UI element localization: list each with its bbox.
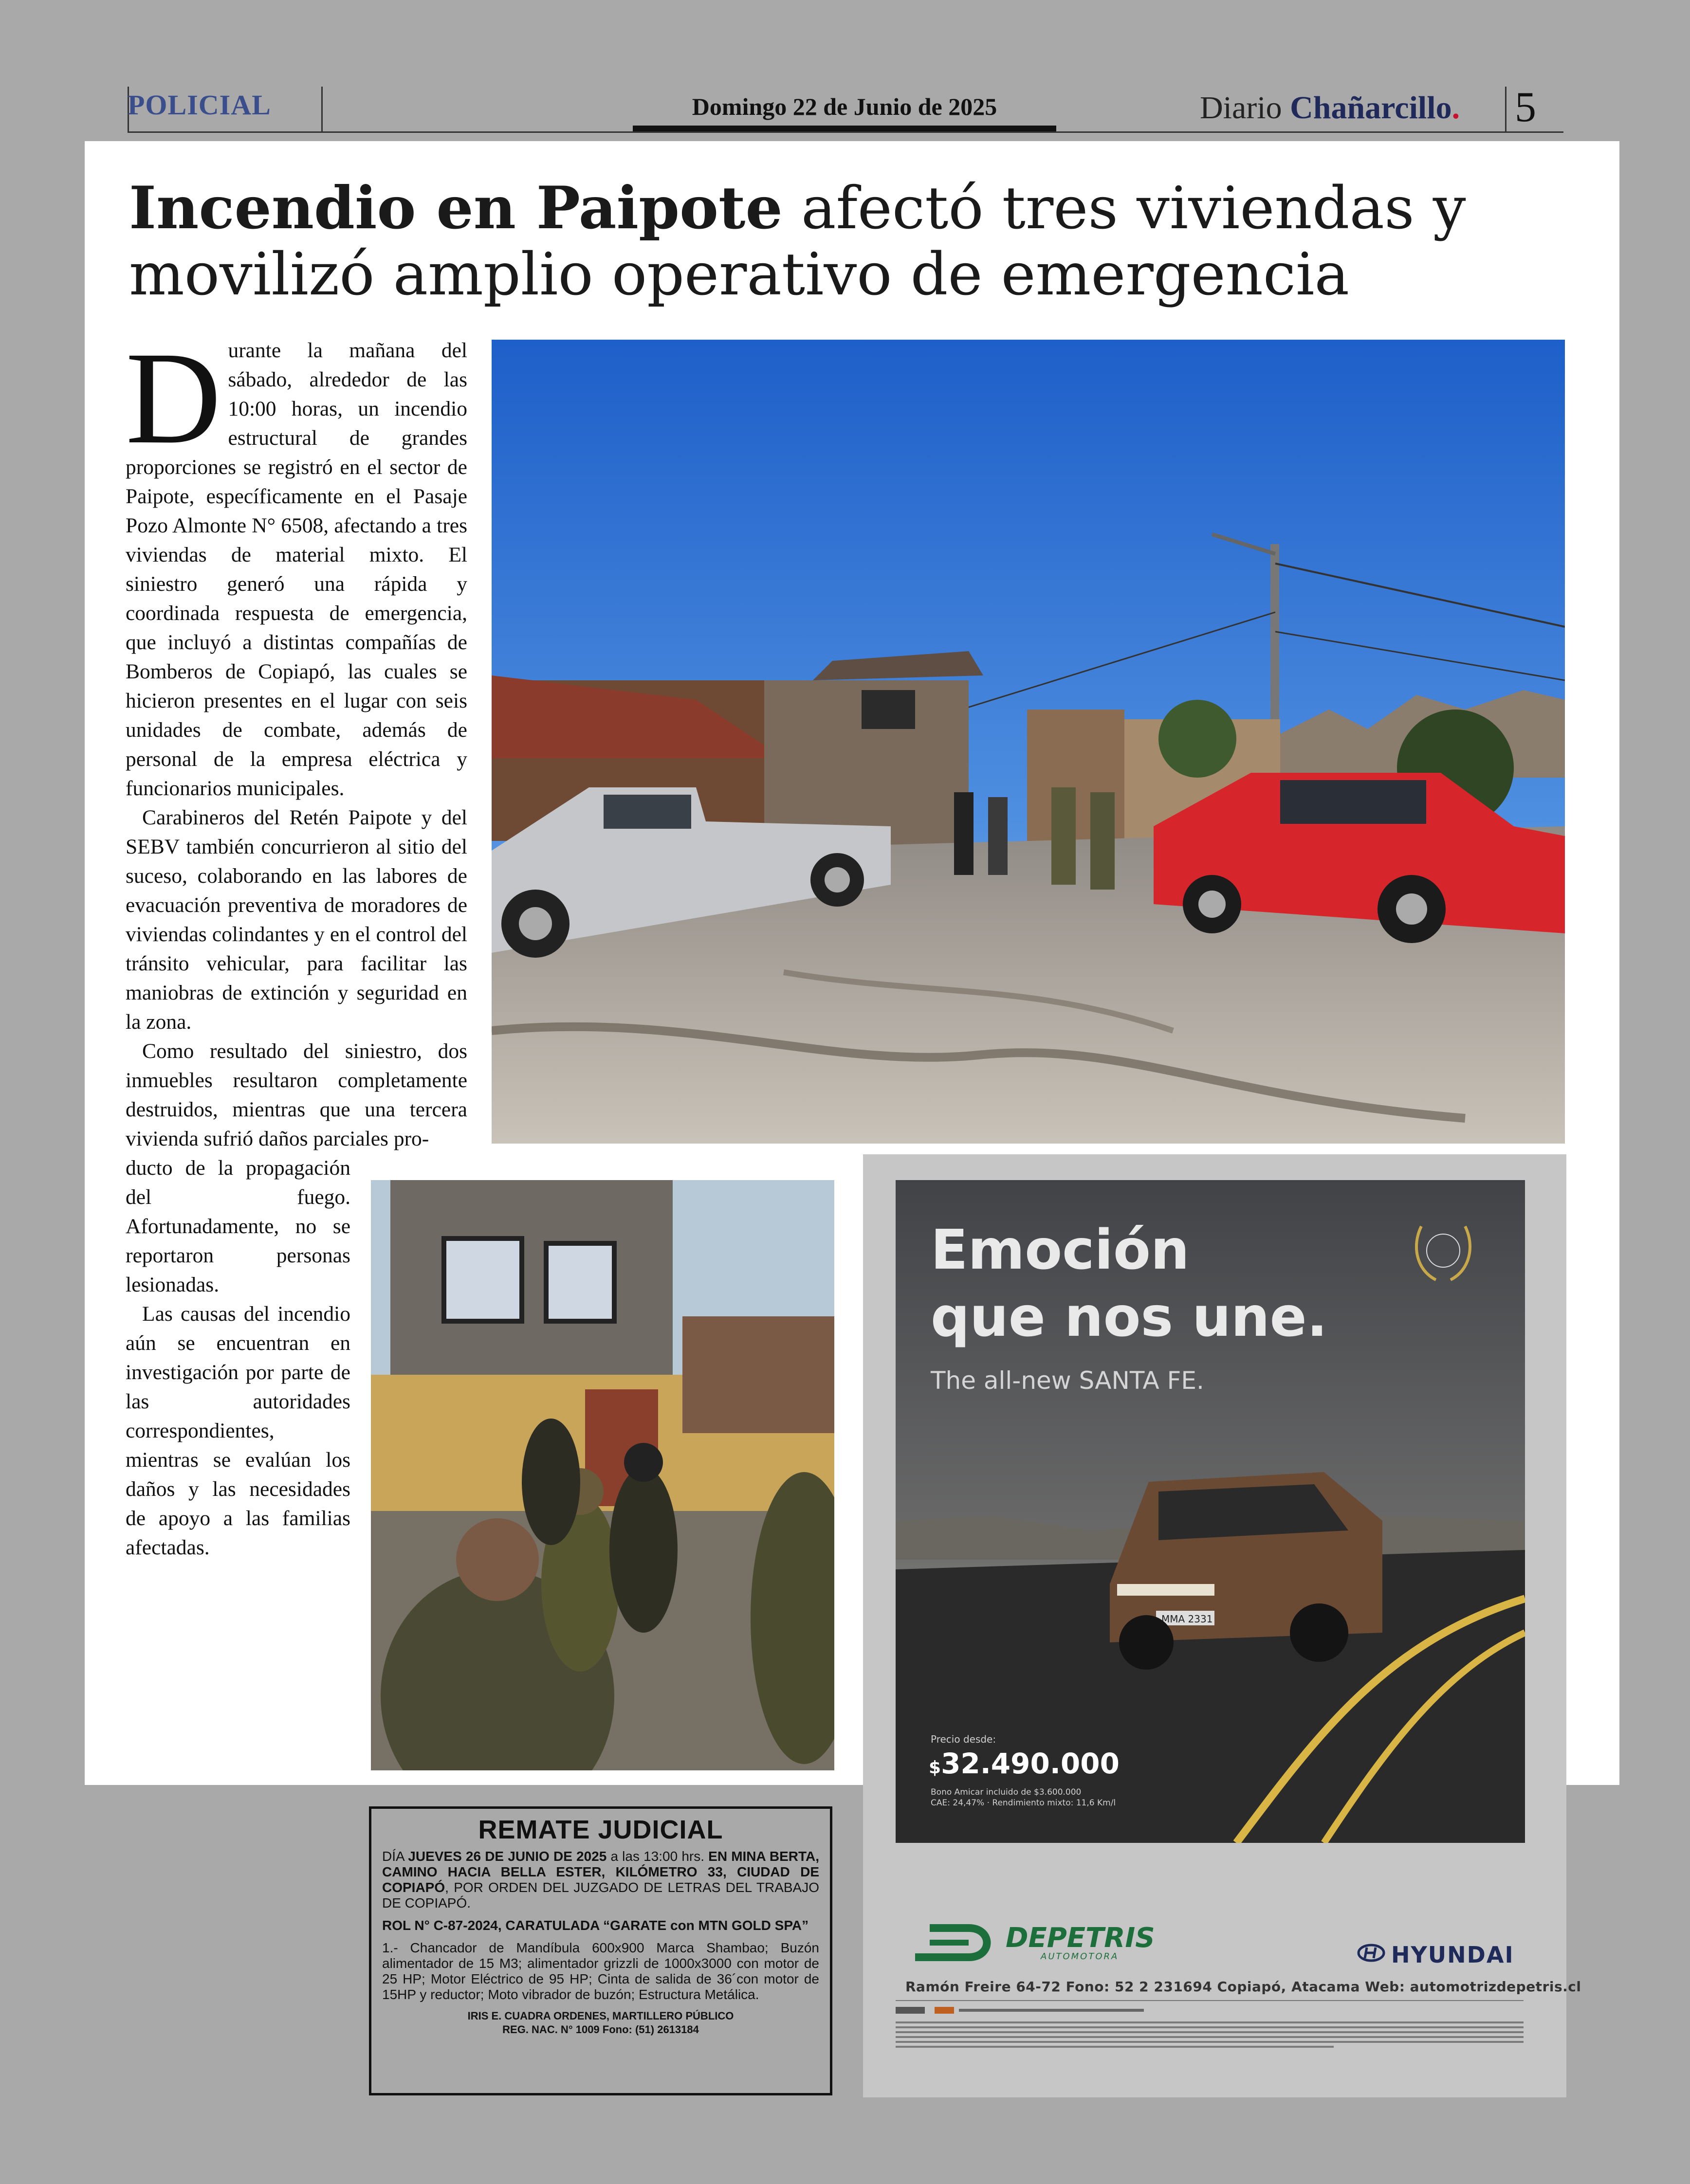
ad-fine-1: Bono Amicar incluido de $3.600.000 — [931, 1787, 1082, 1797]
auction-location: EN MINA BERTA, CAMINO HACIA BELLA ESTER, KILÓMETRO 33, CIUDAD DE COPIAPÓ — [382, 1849, 819, 1895]
header-rule — [128, 131, 1563, 133]
auction-registry: REG. NAC. N° 1009 Fono: (51) 2613184 — [502, 2023, 699, 2036]
masthead — [1200, 90, 1460, 127]
auction-signer: IRIS E. CUADRA ORDENES, MARTILLERO PÚBLICO — [467, 2010, 734, 2022]
article-headline — [129, 175, 1541, 308]
judicial-auction-notice — [369, 1806, 832, 2095]
header-divider — [321, 87, 323, 132]
drop-cap: D — [126, 325, 221, 471]
article-paragraph-2: Carabineros del Retén Paipote y del SEBV también concurrieron al sitio del suceso, colaborando en las labores de evacuación preventiva de moradores de viviendas colindantes y en el control del tránsito vehicular, para facilitar las maniobras de extinción y seguridad en la zona. — [126, 806, 467, 1034]
ad-headline-line-2: que nos une. — [931, 1286, 1328, 1349]
masthead-prefix: Diario — [1200, 90, 1290, 126]
issue-date: Domingo 22 de Junio de 2025 — [692, 93, 997, 120]
article-paragraph-1 — [126, 325, 467, 803]
license-plate: MMA 2331 — [1161, 1613, 1213, 1625]
auction-time: a las 13:00 hrs. — [606, 1849, 709, 1864]
ad-headline — [931, 1217, 1327, 1351]
auction-details — [382, 1849, 819, 1911]
page-number-divider — [1505, 87, 1506, 132]
dealer-contact: Ramón Freire 64-72 Fono: 52 2 231694 Copiapó, Atacama Web: automotrizdepetris.cl — [905, 1979, 1581, 1995]
ad-model: The all-new SANTA FE. — [931, 1366, 1204, 1395]
ad-price — [929, 1747, 1120, 1780]
auction-items: 1.- Chancador de Mandíbula 600x900 Marca Shambao; Buzón alimentador de 15 M3; alimentador grizzli de 1000x3000 con motor de 25 HP; Motor Eléctrico de 95 HP; Cinta de salida de 36´con motor de 15HP y reductor; Moto vibrador de buzón; Estructura Metálica. — [382, 1940, 819, 2002]
dealer-subtitle: AUTOMOTORA — [1041, 1951, 1119, 1962]
dealer-name: DEPETRIS — [1006, 1922, 1155, 1954]
sponsor-logos — [896, 2003, 1524, 2018]
auction-day-label: DÍA — [382, 1849, 408, 1864]
auction-date: JUEVES 26 DE JUNIO DE 2025 — [408, 1849, 607, 1864]
brand-name-text: HYUNDAI — [1391, 1942, 1514, 1968]
headline-bold: Incendio en Paipote — [129, 174, 783, 242]
ad-price-label: Precio desde: — [931, 1733, 996, 1745]
section-label: POLICIAL — [128, 89, 271, 121]
hyundai-logo-icon — [1357, 1944, 1385, 1962]
ad-footer-rule — [896, 2000, 1524, 2001]
article-body — [126, 325, 467, 1153]
auction-court: , POR ORDEN DEL JUZGADO DE LETRAS DEL TRABAJO DE COPIAPÓ. — [382, 1880, 819, 1911]
article-body-continued — [126, 1153, 350, 1562]
firefighters-photo — [371, 1180, 834, 1770]
masthead-dot: . — [1451, 90, 1460, 126]
ad-price-value: 32.490.000 — [941, 1747, 1120, 1780]
paragraph-1-text: urante la mañana del sábado, alrededor de las 10:00 horas, un incendio estructural de grandes proporciones se registró en el sector de Paipote, específicamente en el Pasaje Pozo Almonte N° 6508, afectando a tres viviendas de material mixto. El siniestro generó una rápida y coordinada respuesta de emergencia, que incluyó a distintas compañías de Bomberos de Copiapó, las cuales se hicieron presentes en el lugar con seis unidades de combate, además de personal de la empresa eléctrica y funcionarios municipales. — [126, 339, 467, 800]
award-badge-icon — [1407, 1212, 1480, 1290]
ad-headline-line-1: Emoción — [931, 1219, 1190, 1282]
article-paragraph-3-cont: ducto de la propagación del fuego. Afortunadamente, no se reportaron personas lesionadas. — [126, 1156, 350, 1296]
auction-case-number: ROL N° C-87-2024, CARATULADA “GARATE con MTN GOLD SPA” — [382, 1918, 809, 1933]
auction-title: REMATE JUDICIAL — [478, 1815, 723, 1844]
article-paragraph-3: Como resultado del siniestro, dos inmuebles resultaron completamente destruidos, mientras que una tercera vivienda sufrió daños parciales pro- — [126, 1039, 467, 1150]
page-number: 5 — [1515, 84, 1536, 131]
ad-price-currency: $ — [929, 1758, 941, 1778]
masthead-name: Chañarcillo — [1290, 90, 1452, 126]
ad-fine-2: CAE: 24,47% · Rendimiento mixto: 11,6 Km/l — [931, 1798, 1116, 1808]
ad-fine-print — [931, 1787, 1184, 1808]
headline-rest: afectó tres viviendas y movilizó amplio operativo de emergencia — [129, 175, 1466, 309]
depetris-logo-icon — [910, 1923, 1003, 1967]
article-paragraph-4: Las causas del incendio aún se encuentran en investigación por parte de las autoridades correspondientes, mientras se evalúan los daños y las necesidades de apoyo a las familias afectadas. — [126, 1302, 350, 1559]
legal-fine-print — [896, 2020, 1524, 2058]
fire-scene-photo — [492, 340, 1565, 1144]
brand-name — [1391, 1942, 1514, 1968]
